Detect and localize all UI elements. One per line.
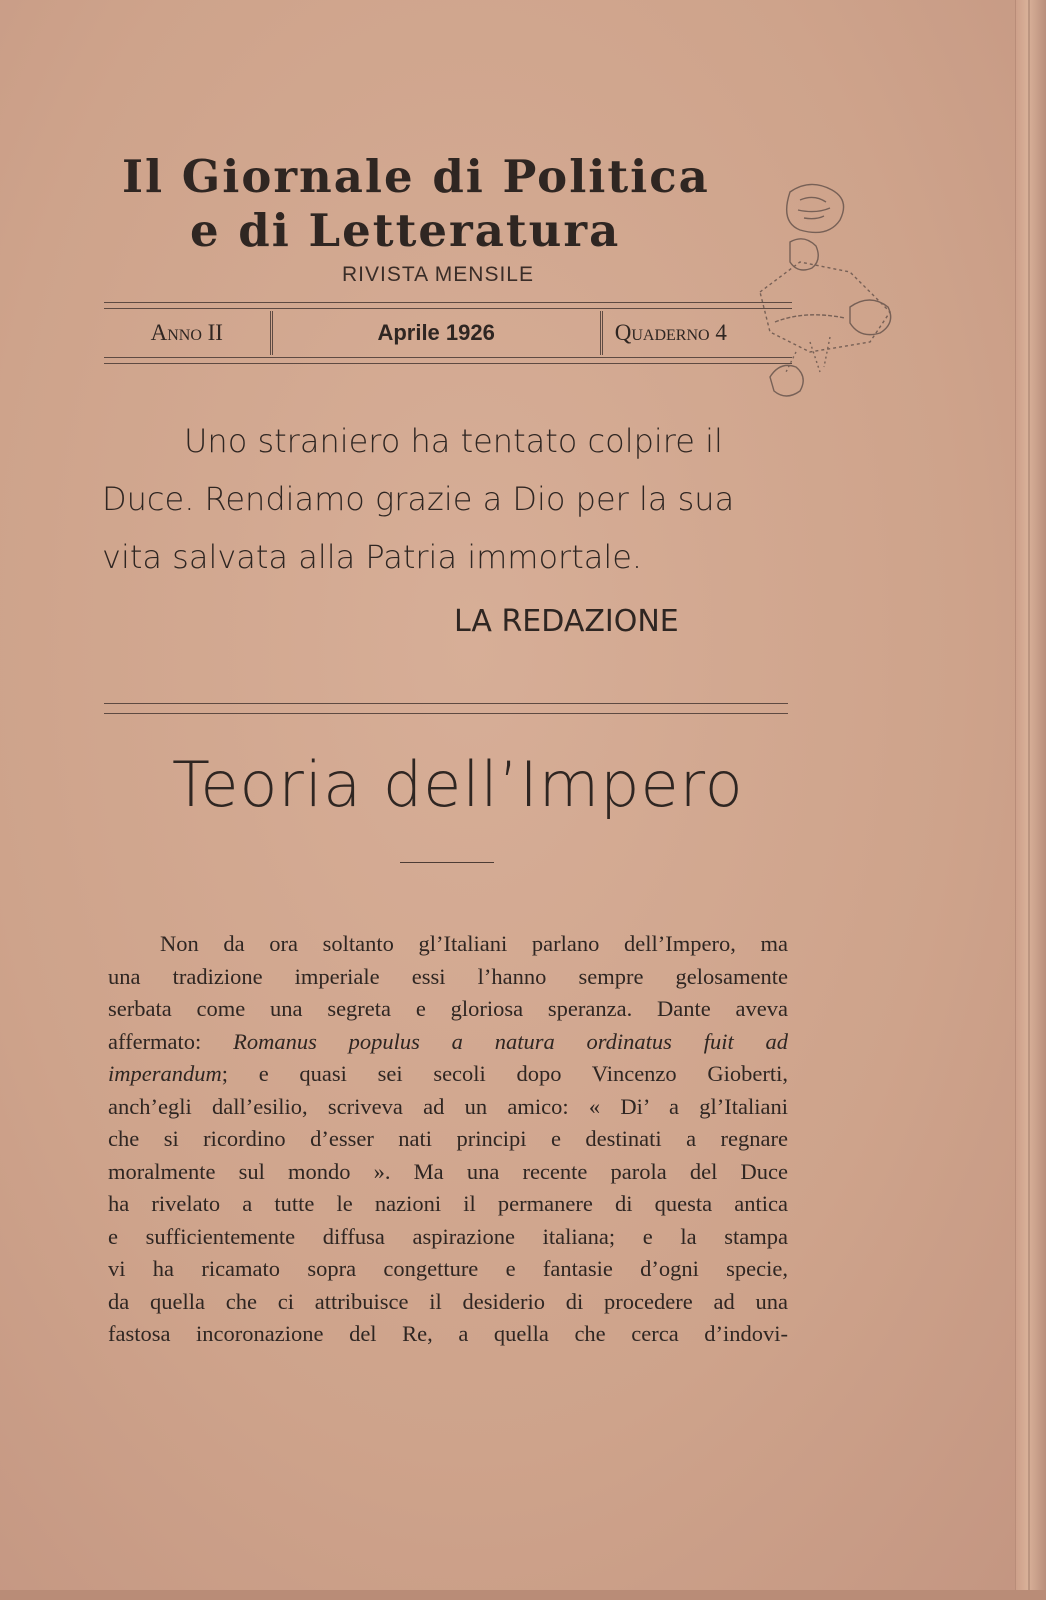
- latin-quote-end: imperandum: [108, 1061, 222, 1086]
- notice-line: Duce. Rendiamo grazie a Dio per la sua: [102, 480, 735, 518]
- article-line: una tradizione imperiale essi l’hanno sempre gelosamente: [108, 963, 788, 989]
- issue-date: Aprile 1926: [270, 311, 600, 355]
- article-line: fastosa incoronazione del Re, a quella che cerca d’indovi-: [108, 1321, 788, 1346]
- article-line: Non da ora soltanto gl’Italiani parlano dell’Impero, ma: [160, 931, 788, 956]
- header-rule-top: [104, 302, 792, 303]
- header-rule-bottom-inner: [104, 363, 792, 364]
- journal-subtitle: RIVISTA MENSILE: [342, 263, 534, 286]
- article-line: che si ricordino d’esser nati principi e destinati a regnare: [108, 1126, 788, 1151]
- article-line: e sufficientemente diffusa aspirazione italiana; e la stampa: [108, 1223, 788, 1249]
- page-edge: [1015, 0, 1046, 1600]
- issue-year: Anno II: [150, 320, 223, 345]
- article-line: vi ha ricamato sopra congetture e fantasie d’ogni specie,: [108, 1256, 788, 1281]
- article-line: moralmente sul mondo ». Ma una recente parola del Duce: [108, 1158, 788, 1184]
- article-text: ; e quasi sei secoli dopo Vincenzo Gioberti,: [221, 1061, 788, 1086]
- issue-number: Quaderno 4: [600, 311, 792, 355]
- editorial-notice: [102, 412, 790, 586]
- header-rule-top-inner: [104, 308, 792, 309]
- article-heading: Teoria dell’Impero: [172, 748, 744, 821]
- journal-title-line1: Il Giornale di Politica: [122, 150, 710, 203]
- journal-title-line2: e di Letteratura: [190, 204, 621, 257]
- notice-line: Uno straniero ha tentato colpire il: [184, 422, 723, 460]
- notice-signature: LA REDAZIONE: [454, 604, 679, 639]
- library-stamp-icon: [730, 172, 900, 412]
- page-bottom-edge: [0, 1590, 1046, 1600]
- notice-line: vita salvata alla Patria immortale.: [102, 538, 643, 576]
- section-rule-bottom: [104, 713, 788, 714]
- issue-info-bar: [104, 311, 792, 355]
- heading-underline: [400, 862, 494, 863]
- article-line: da quella che ci attribuisce il desiderio di procedere ad una: [108, 1288, 788, 1314]
- header-rule-bottom: [104, 357, 792, 358]
- article-body: [108, 928, 788, 1351]
- article-line-quote-end: [108, 1058, 788, 1091]
- article-text: affermato:: [108, 1028, 202, 1054]
- article-line: ha rivelato a tutte le nazioni il permanere di questa antica: [108, 1191, 788, 1216]
- article-line: serbata come una segreta e gloriosa speranza. Dante aveva: [108, 996, 788, 1021]
- article-line-quote: [108, 1026, 788, 1059]
- page-edge-line: [1028, 0, 1030, 1600]
- section-rule-top: [104, 703, 788, 704]
- article-line: anch’egli dall’esilio, scriveva ad un amico: « Di’ a gl’Italiani: [108, 1093, 788, 1119]
- latin-quote: Romanus populus a natura ordinatus fuit ad: [233, 1028, 789, 1054]
